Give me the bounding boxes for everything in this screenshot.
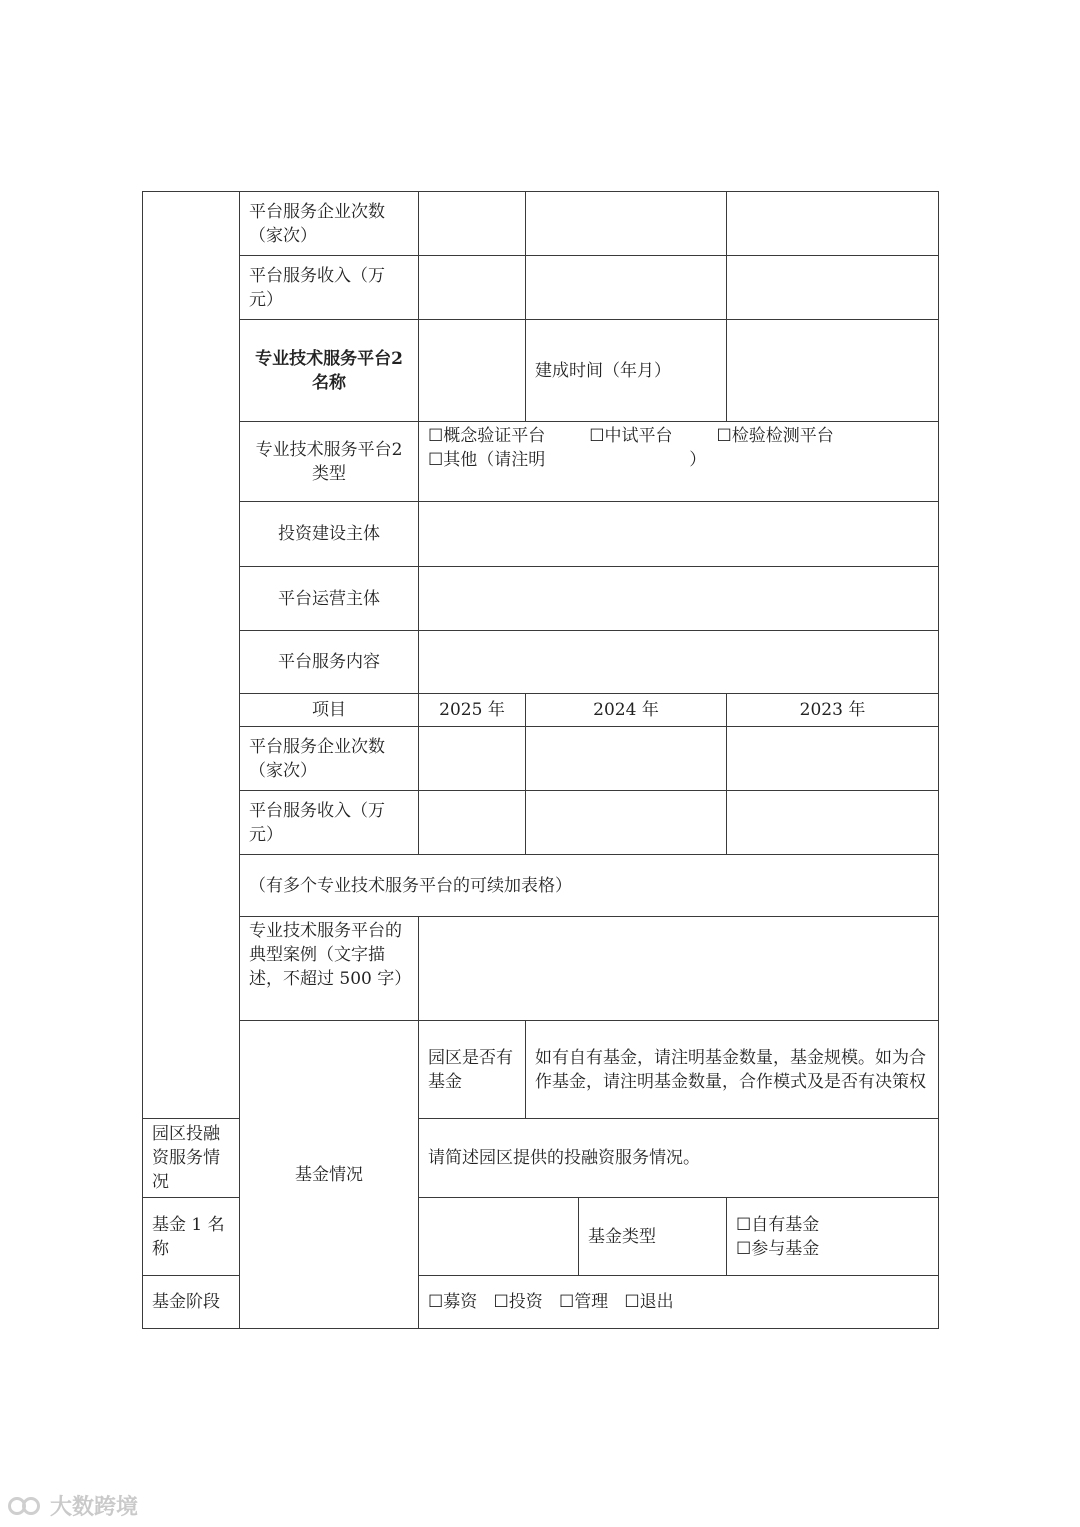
input-platform2-name[interactable] [419, 320, 526, 422]
input-2023-service-income-1[interactable] [727, 256, 939, 320]
checkbox-stage-exit[interactable]: ☐ [624, 1292, 640, 1312]
checkbox-concept[interactable]: ☐ [428, 426, 444, 446]
option-testing-label: 检验检测平台 [731, 426, 834, 446]
row-label-typical-case: 专业技术服务平台的典型案例（文字描述，不超过 500 字） [240, 917, 419, 1021]
input-2024-service-count-1[interactable] [526, 192, 727, 256]
row-label-service-income-1: 平台服务收入（万元） [240, 256, 419, 320]
option-own-fund: 自有基金 [751, 1214, 820, 1235]
fund-type-options [727, 1198, 939, 1276]
application-form-table [142, 191, 939, 1329]
input-2025-service-income-1[interactable] [419, 256, 526, 320]
input-investor[interactable] [419, 502, 939, 567]
has-fund-hint[interactable]: 如有自有基金，请注明基金数量，基金规模。如为合作基金，请注明基金数量，合作模式及是否有决策权 [526, 1021, 939, 1119]
fund-stage-options [419, 1276, 939, 1329]
input-2023-service-income-2[interactable] [727, 791, 939, 855]
checkbox-pilot[interactable]: ☐ [589, 426, 605, 446]
input-operator[interactable] [419, 567, 939, 631]
input-2023-service-count-2[interactable] [727, 727, 939, 791]
checkbox-other[interactable]: ☐ [428, 450, 444, 470]
row-label-platform2-type: 专业技术服务平台2类型 [240, 422, 419, 502]
row-label-fund-stage: 基金阶段 [143, 1276, 240, 1329]
option-join-fund: 参与基金 [751, 1238, 820, 1259]
header-2025: 2025 年 [419, 694, 526, 727]
row-label-service-content: 平台服务内容 [240, 631, 419, 694]
option-other-close: ） [689, 450, 707, 470]
row-label-fund1-name: 基金 1 名称 [143, 1198, 240, 1276]
option-pilot-label: 中试平台 [604, 426, 673, 446]
section-label-fund: 基金情况 [240, 1021, 419, 1329]
option-stage-raise: 募资 [443, 1292, 478, 1312]
header-2023: 2023 年 [727, 694, 939, 727]
header-item: 项目 [240, 694, 419, 727]
row-label-platform2-name: 专业技术服务平台2名称 [240, 320, 419, 422]
watermark-logo-icon [8, 1493, 44, 1519]
more-platforms-note: （有多个专业技术服务平台的可续加表格） [240, 855, 939, 917]
input-2025-service-count-2[interactable] [419, 727, 526, 791]
watermark [8, 1490, 138, 1521]
input-2023-service-count-1[interactable] [727, 192, 939, 256]
row-label-has-fund: 园区是否有基金 [419, 1021, 526, 1119]
section-label-cell-empty [143, 192, 240, 1119]
input-build-time[interactable] [727, 320, 939, 422]
option-stage-manage: 管理 [574, 1292, 609, 1312]
input-typical-case[interactable] [419, 917, 939, 1021]
checkbox-testing[interactable]: ☐ [716, 426, 732, 446]
option-stage-exit: 退出 [639, 1292, 674, 1312]
label-build-time: 建成时间（年月） [526, 320, 727, 422]
checkbox-stage-manage[interactable]: ☐ [558, 1292, 575, 1312]
checkbox-own-fund[interactable]: ☐ [736, 1214, 752, 1235]
row-label-finance-service: 园区投融资服务情况 [143, 1119, 240, 1198]
input-2024-service-income-1[interactable] [526, 256, 727, 320]
checkbox-stage-invest[interactable]: ☐ [493, 1292, 509, 1312]
row-label-operator: 平台运营主体 [240, 567, 419, 631]
row-label-investor: 投资建设主体 [240, 502, 419, 567]
watermark-text: 大数跨境 [50, 1495, 139, 1520]
checkbox-stage-raise[interactable]: ☐ [428, 1292, 444, 1312]
option-stage-invest: 投资 [508, 1292, 543, 1312]
input-2024-service-count-2[interactable] [526, 727, 727, 791]
input-service-content[interactable] [419, 631, 939, 694]
input-2024-service-income-2[interactable] [526, 791, 727, 855]
option-other-label: 其他（请注明 [443, 450, 546, 470]
row-label-service-count-2: 平台服务企业次数（家次） [240, 727, 419, 791]
row-label-service-count-1: 平台服务企业次数（家次） [240, 192, 419, 256]
input-2025-service-income-2[interactable] [419, 791, 526, 855]
input-fund1-name[interactable] [419, 1198, 579, 1276]
finance-service-hint[interactable]: 请简述园区提供的投融资服务情况。 [419, 1119, 939, 1198]
platform2-type-options [419, 422, 939, 502]
label-fund-type: 基金类型 [579, 1198, 727, 1276]
input-2025-service-count-1[interactable] [419, 192, 526, 256]
checkbox-join-fund[interactable]: ☐ [736, 1238, 752, 1259]
row-label-service-income-2: 平台服务收入（万元） [240, 791, 419, 855]
header-2024: 2024 年 [526, 694, 727, 727]
option-concept-label: 概念验证平台 [443, 426, 546, 446]
